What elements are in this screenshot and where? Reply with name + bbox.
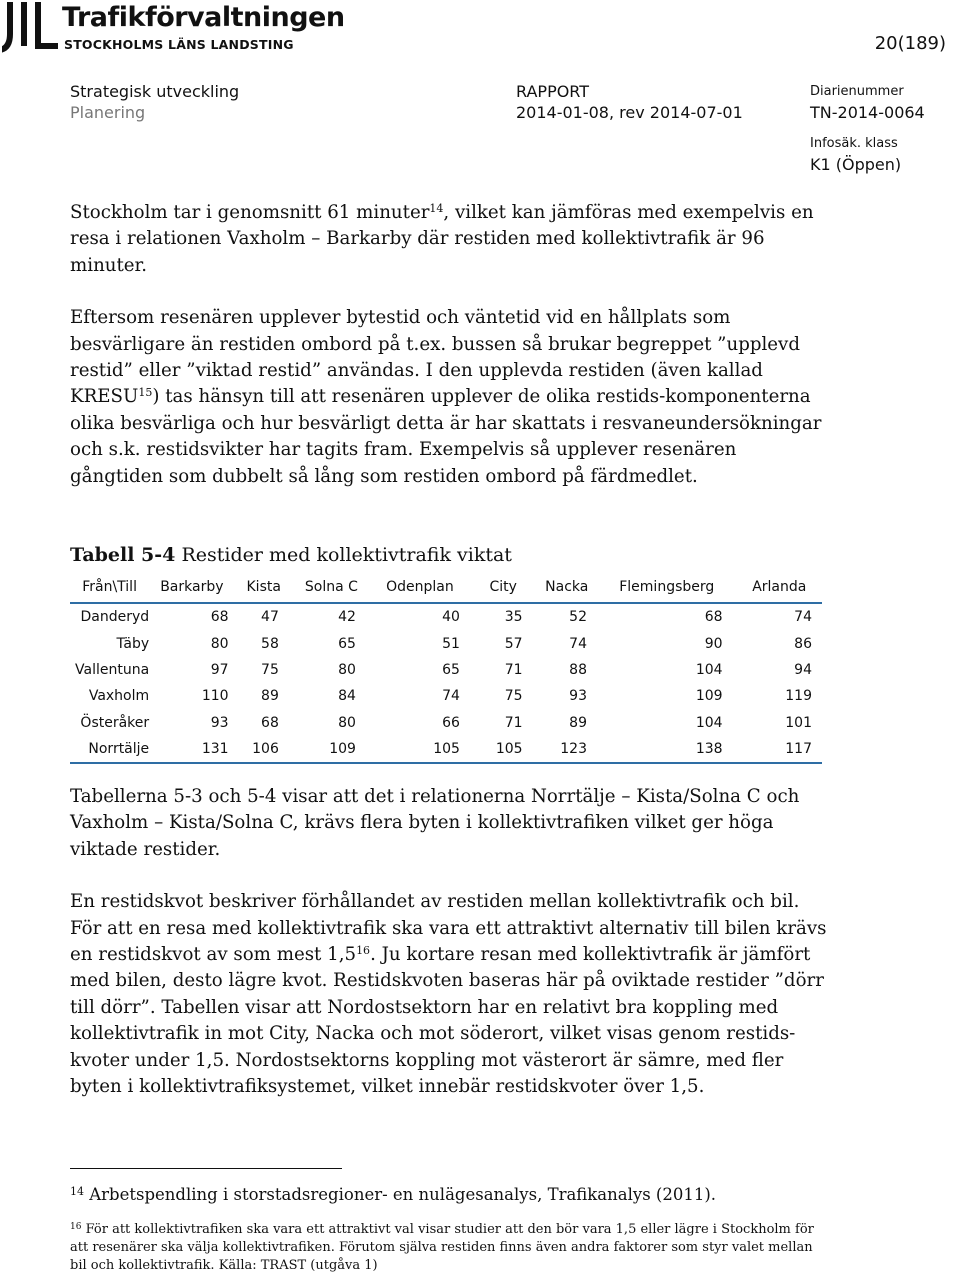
- table-body: [70, 603, 822, 763]
- footnote-ref-14: 14: [429, 202, 444, 215]
- p4-text-b: . Ju kortare resan med kollektivtrafik är jämfört med bilen, desto lägre kvot. Restidskvoten baseras här på oviktade restider ”dörr till dörr”. Tabellen visar att Nordostsektorn har en relativt bra koppling med kollektivtrafik in mot City, Nacka och mot söderort, vilket visas genom restids- kvoter under 1,5. Nordostsektorns koppling mot västerort är sämre, med fler byten i kollektivtrafiksystemet, vilket innebär restidskvoter över 1,5.: [70, 944, 824, 1098]
- table-cell: 75: [504, 688, 523, 705]
- table-cell: 84: [338, 688, 356, 705]
- logo-title: Trafikförvaltningen: [62, 2, 345, 33]
- table-row: [70, 657, 822, 683]
- sll-logo-mark-icon: [2, 2, 60, 54]
- row-label: Vallentuna: [75, 661, 150, 678]
- column-header: Från\Till: [70, 572, 149, 603]
- footnote-14-number: 14: [70, 1185, 84, 1198]
- table-cell: 106: [235, 736, 293, 763]
- table-cell: 89: [569, 714, 587, 731]
- table-cell: 65: [442, 661, 460, 678]
- paragraph-4: [70, 889, 830, 1100]
- table-cell: 109: [695, 688, 723, 705]
- p1-text-a: Stockholm tar i genomsnitt 61 minuter: [70, 202, 430, 223]
- row-label: Täby: [116, 635, 150, 652]
- body-text-top: [70, 200, 830, 490]
- table-cell: 104: [695, 661, 723, 678]
- unit: Planering: [70, 103, 146, 122]
- footnote-14: [70, 1181, 830, 1206]
- table-cell: 71: [504, 661, 523, 678]
- table-cell: 51: [442, 635, 460, 652]
- table-cell: 117: [737, 736, 822, 763]
- table-cell: 94: [794, 661, 812, 678]
- document-type: RAPPORT: [516, 82, 590, 101]
- table-cell: 80: [210, 635, 229, 652]
- travel-time-table: [70, 572, 822, 764]
- document-date: 2014-01-08, rev 2014-07-01: [516, 103, 743, 122]
- table-cell: 42: [338, 609, 356, 626]
- row-label: Danderyd: [80, 609, 150, 626]
- column-header: Kista: [235, 572, 293, 603]
- table-row: [70, 710, 822, 736]
- row-label: Norrtälje: [70, 736, 149, 763]
- table-cell: 89: [261, 688, 279, 705]
- column-header: Arlanda: [737, 572, 822, 603]
- header-classification-block: [810, 133, 901, 175]
- footnote-ref-16: 16: [356, 944, 371, 958]
- department: Strategisk utveckling: [70, 82, 240, 101]
- table-header-row: [70, 572, 822, 603]
- table-cell: 104: [695, 714, 723, 731]
- table-cell: 68: [210, 609, 229, 626]
- table-cell: 97: [210, 661, 229, 678]
- column-header: Barkarby: [149, 572, 234, 603]
- table-cell: 93: [569, 688, 587, 705]
- table-cell: 52: [569, 609, 587, 626]
- table-cell: 123: [537, 736, 597, 763]
- header-report-block: [516, 81, 743, 123]
- footnote-16-text: För att kollektivtrafiken ska vara ett attraktivt val visar studier att den bör vara 1,5 eller lägre i Stockholm för att resenärer ska välja kollektivtrafiken. Förutom själva restiden finns även andra faktorer som styr valet mellan bil och kollektivtrafik. Källa: TRAST (utgåva 1): [70, 1222, 814, 1273]
- table-cell: 75: [261, 661, 279, 678]
- diary-number: TN-2014-0064: [810, 103, 925, 122]
- table-caption-text: Restider med kollektivtrafik viktat: [181, 544, 512, 566]
- table-cell: 131: [149, 736, 234, 763]
- header-diary-block: [810, 81, 925, 123]
- table-cell: 74: [569, 635, 587, 652]
- table-cell: 74: [442, 688, 460, 705]
- p1-text-b: , vilket kan jämföras med exempelvis en resa i relationen Vaxholm – Barkarby där restiden med kollektivtrafik är 96 minuter.: [70, 202, 814, 276]
- table-cell: 57: [504, 635, 523, 652]
- header-department-block: [70, 81, 239, 123]
- column-header: Nacka: [537, 572, 597, 603]
- table-cell: 74: [794, 609, 812, 626]
- table-cell: 68: [704, 609, 723, 626]
- table-cell: 88: [569, 661, 587, 678]
- footnote-16-number: 16: [70, 1222, 82, 1232]
- table-cell: 90: [704, 635, 723, 652]
- table-cell: 101: [785, 714, 812, 731]
- p4-text-a: En restidskvot beskriver förhållandet av restiden mellan kollektivtrafik och bil. För att en resa med kollektivtrafik ska vara ett attraktivt alternativ till bilen krävs en restidskvot av som mest 1,5: [70, 891, 827, 966]
- paragraph-1: [70, 200, 830, 279]
- table-cell: 35: [504, 609, 523, 626]
- trafikforvaltningen-logo: [0, 0, 345, 56]
- logo-subtitle: STOCKHOLMS LÄNS LANDSTING: [64, 37, 294, 52]
- column-header: City: [470, 572, 537, 603]
- table-cell: 68: [261, 714, 279, 731]
- footnote-16: [70, 1218, 830, 1275]
- table-cell: 66: [442, 714, 460, 731]
- footnote-ref-15: 15: [138, 386, 153, 400]
- table-cell: 71: [504, 714, 523, 731]
- column-header: Flemingsberg: [597, 572, 737, 603]
- table-cell: 119: [785, 688, 812, 705]
- table-cell: 80: [338, 714, 356, 731]
- table-row: [70, 736, 822, 763]
- table-cell: 65: [338, 635, 356, 652]
- table-cell: 105: [470, 736, 537, 763]
- page-number: 20(189): [874, 33, 946, 54]
- paragraph-2: [70, 305, 830, 490]
- row-label: Österåker: [80, 714, 150, 731]
- table-cell: 138: [597, 736, 737, 763]
- classification-value: K1 (Öppen): [810, 155, 902, 174]
- table-cell: 47: [261, 609, 279, 626]
- table-cell: 109: [293, 736, 370, 763]
- footnote-divider: [70, 1168, 342, 1169]
- table-row: [70, 603, 822, 630]
- row-label: Vaxholm: [88, 688, 150, 705]
- table-cell: 86: [794, 635, 812, 652]
- table-cell: 110: [201, 688, 229, 705]
- diary-label: Diarienummer: [810, 84, 904, 99]
- body-text-bottom: [70, 784, 830, 1100]
- table-row: [70, 630, 822, 656]
- table-cell: 80: [338, 661, 356, 678]
- p2-text-b: ) tas hänsyn till att resenären upplever de olika restids-komponenterna olika besvärliga och hur besvärligt detta är har skattats i resvaneundersökningar och s.k. restidsvikter har tagits fram. Exempelvis så upplever resenären gångtiden som dubbelt så lång som restiden ombord på färdmedlet.: [70, 386, 822, 487]
- table-cell: 58: [261, 635, 279, 652]
- table-caption-label: Tabell 5-4: [70, 544, 176, 566]
- column-header: Solna C: [293, 572, 370, 603]
- table-cell: 40: [442, 609, 460, 626]
- column-header: Odenplan: [370, 572, 470, 603]
- table-cell: 93: [210, 714, 229, 731]
- paragraph-3: Tabellerna 5-3 och 5-4 visar att det i relationerna Norrtälje – Kista/Solna C och Vaxholm – Kista/Solna C, krävs flera byten i kollektivtrafiken vilket ger höga viktade restider.: [70, 786, 800, 860]
- classification-label: Infosäk. klass: [810, 136, 898, 151]
- table-row: [70, 683, 822, 709]
- p2-text-a: Eftersom resenären upplever bytestid och väntetid vid en hållplats som besvärligare än restiden ombord på t.ex. bussen så brukar begreppet ”upplevd restid” eller ”viktad restid” användas. I den upplevda restiden (även kallad KRESU: [70, 307, 800, 408]
- table-caption: [70, 544, 512, 566]
- footnote-14-text: Arbetspendling i storstadsregioner- en nulägesanalys, Trafikanalys (2011).: [89, 1185, 717, 1204]
- table-cell: 105: [370, 736, 470, 763]
